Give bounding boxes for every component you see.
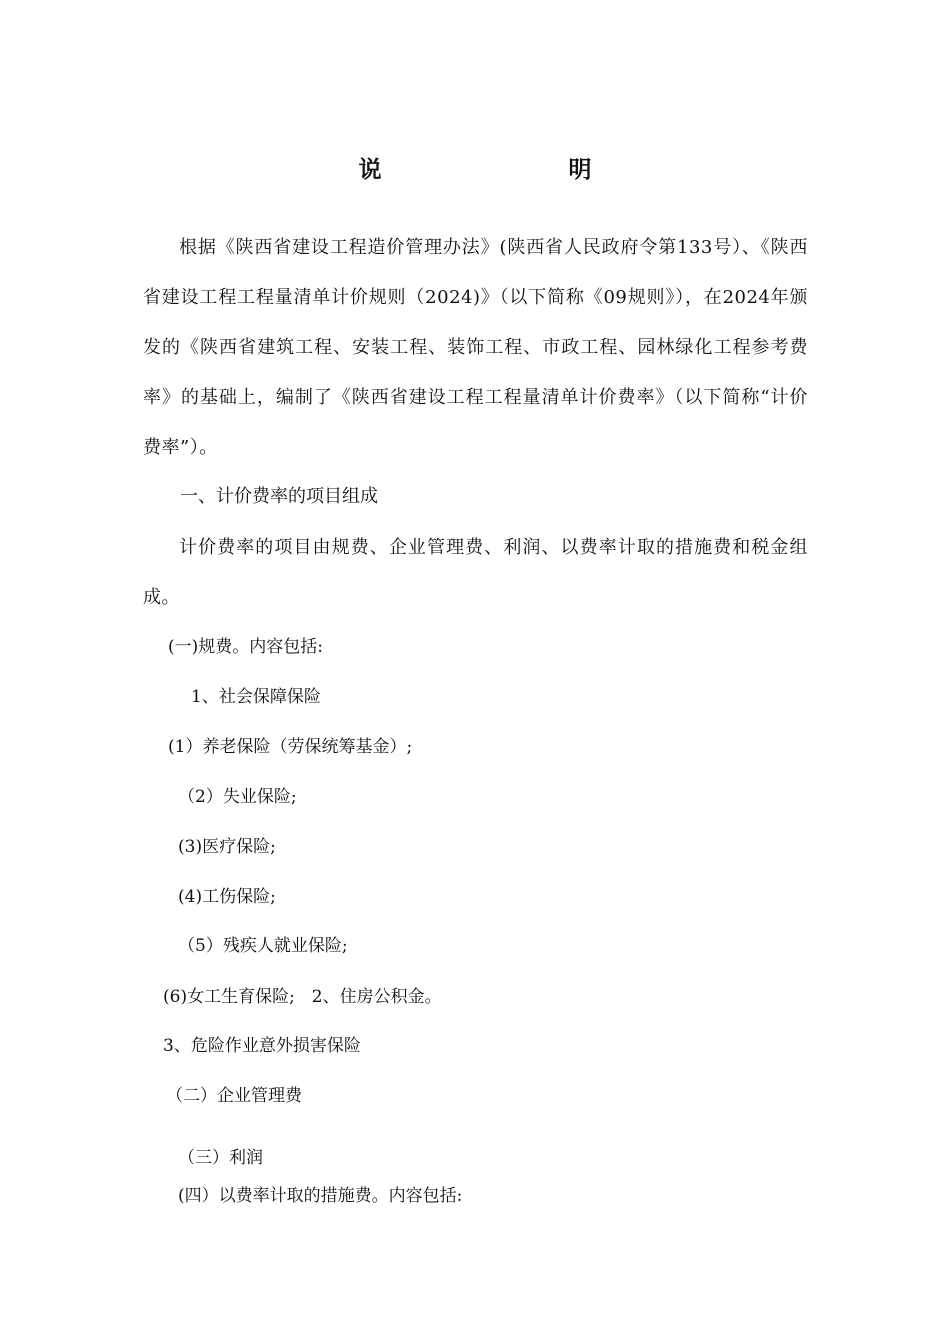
list-item: (一)规费。内容包括:	[168, 637, 323, 657]
list-item: (4)工伤保险;	[178, 887, 276, 907]
list-item: （2）失业保险;	[178, 787, 297, 807]
list-item: 3、危险作业意外损害保险	[163, 1036, 361, 1056]
list-item: (1）养老保险（劳保统筹基金）;	[168, 737, 413, 757]
section-heading: 一、计价费率的项目组成	[180, 486, 378, 507]
list-item: (6)女工生育保险; 2、住房公积金。	[163, 987, 442, 1007]
intro-paragraph: 根据《陕西省建设工程造价管理办法》(陕西省人民政府令第133号）、《陕西省建设工程工程量清单计价规则（2024)》（以下简称《09规则》），在2024年颁发的《陕西省建筑工程、安装工程、装饰工程、市政工程、园林绿化工程参考费率》的基础上，编制了《陕西省建设工程工程量清单计价费率》（以下简称“计价费率”）。	[143, 237, 808, 458]
list-item: (四）以费率计取的措施费。内容包括:	[178, 1186, 463, 1206]
list-item: 1、社会保障保险	[191, 687, 321, 707]
page-title: 说 明	[358, 156, 674, 183]
list-item: （三）利润	[178, 1148, 263, 1168]
list-item: (3)医疗保险;	[178, 837, 276, 857]
list-item: （5）残疾人就业保险;	[178, 936, 348, 956]
list-item: （二）企业管理费	[166, 1086, 302, 1106]
section-body: 计价费率的项目由规费、企业管理费、利润、以费率计取的措施费和税金组成。	[143, 537, 808, 608]
